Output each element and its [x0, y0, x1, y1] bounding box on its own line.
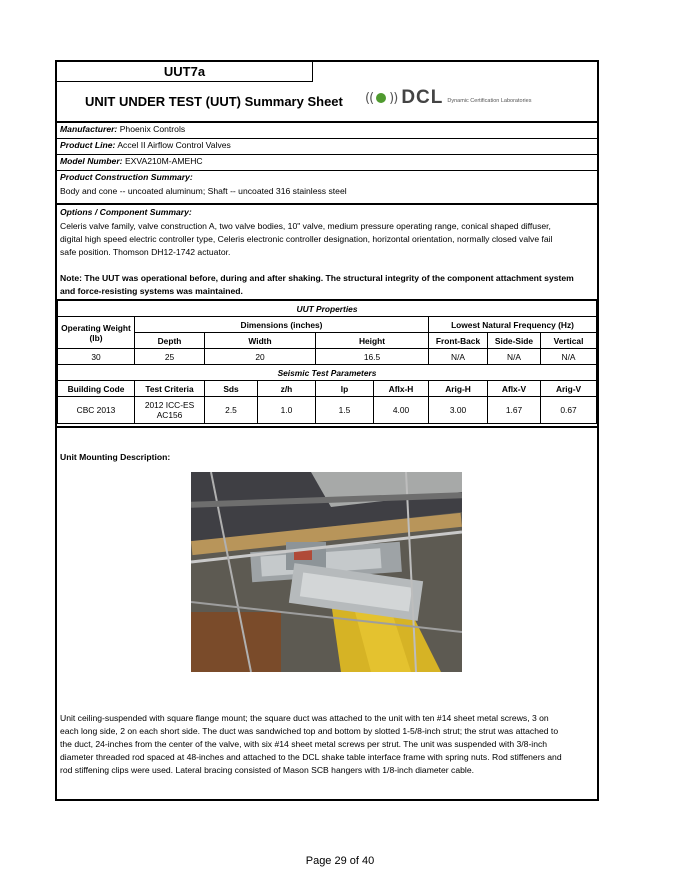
height-value: 16.5 — [316, 349, 429, 365]
options-label — [60, 207, 192, 218]
divider — [57, 426, 597, 428]
dimensions-header: Dimensions (inches) — [135, 317, 429, 333]
options-label-text: Options / Component Summary: — [60, 207, 192, 217]
building-code-value: CBC 2013 — [58, 397, 135, 424]
product-line-label: Product Line: — [60, 140, 116, 150]
front-back-header: Front-Back — [429, 333, 488, 349]
width-header: Width — [205, 333, 316, 349]
front-back-value: N/A — [429, 349, 488, 365]
mounting-line: diameter threaded rod spaced at 48-inches and attached to the DCL shake table interface frame with spring nuts. Rod stiffeners and — [60, 752, 562, 762]
operating-weight-unit: (lb) — [89, 332, 103, 343]
zh-value: 1.0 — [258, 397, 316, 424]
arig-h-value: 3.00 — [429, 397, 488, 424]
logo-name: DCL — [401, 87, 444, 108]
seismic-title: Seismic Test Parameters — [58, 365, 597, 381]
mounting-photo-illustration — [191, 472, 462, 672]
mounting-line: the duct, 24-inches from the center of the valve, with six #14 sheet metal screws per strut. The unit was suspended with 3/8-inch — [60, 739, 548, 749]
model-number-label: Model Number: — [60, 156, 123, 166]
logo-wave-right: )) — [389, 90, 398, 106]
seismic-header: Test Criteria — [135, 381, 205, 397]
side-side-value: N/A — [488, 349, 541, 365]
mounting-text — [60, 712, 596, 777]
construction-value: Body and cone -- uncoated aluminum; Shaft -- uncoated 316 stainless steel — [60, 186, 347, 196]
mounting-line: Unit ceiling-suspended with square flange mount; the square duct was attached to the unit with ten #14 sheet metal screws, 3 on — [60, 713, 549, 723]
product-line-value: Accel II Airflow Control Valves — [117, 140, 231, 150]
note-text — [60, 272, 596, 298]
test-criteria-value — [135, 397, 205, 424]
sds-value: 2.5 — [205, 397, 258, 424]
mounting-label: Unit Mounting Description: — [60, 452, 171, 462]
uut-properties-title: UUT Properties — [58, 301, 597, 317]
options-line: safe position. Thomson DH12-1742 actuator. — [60, 247, 231, 257]
ip-value: 1.5 — [316, 397, 374, 424]
divider — [57, 203, 597, 205]
model-number-value: EXVA210M-AMEHC — [124, 156, 203, 166]
divider — [57, 170, 597, 171]
dcl-logo — [365, 86, 531, 110]
uut-id: UUT7a — [57, 62, 313, 82]
seismic-header: Arig-H — [429, 381, 488, 397]
seismic-header: z/h — [258, 381, 316, 397]
logo-subtitle: Dynamic Certification Laboratories — [447, 98, 532, 104]
product-line-row — [60, 140, 231, 151]
arig-v-value: 0.67 — [541, 397, 597, 424]
frequency-header: Lowest Natural Frequency (Hz) — [429, 317, 597, 333]
operating-weight-header — [58, 317, 135, 349]
seismic-header: Building Code — [58, 381, 135, 397]
vertical-header: Vertical — [541, 333, 597, 349]
divider — [57, 154, 597, 155]
logo-wave-left: (( — [365, 90, 374, 106]
manufacturer-label: Manufacturer: — [60, 124, 118, 134]
manufacturer-row — [60, 124, 185, 135]
options-text — [60, 220, 596, 259]
options-line: Celeris valve family, valve construction A, two valve bodies, 10" valve, medium pressure operating range, conical shaped diffuser, — [60, 221, 551, 231]
note-line: and force-resisting systems was maintained. — [60, 286, 243, 296]
vertical-value: N/A — [541, 349, 597, 365]
seismic-header: Ip — [316, 381, 374, 397]
height-header: Height — [316, 333, 429, 349]
options-line: digital high speed electric controller type, Celeris electronic controller designation, horizontal orientation, normally closed valve fail — [60, 234, 553, 244]
sheet-title: UNIT UNDER TEST (UUT) Summary Sheet — [85, 94, 343, 109]
construction-label-text: Product Construction Summary: — [60, 172, 193, 182]
operating-weight-label: Operating Weight — [61, 322, 131, 333]
seismic-header: Aflx-H — [374, 381, 429, 397]
test-criteria-line: 2012 ICC-ES — [144, 400, 195, 410]
summary-sheet — [55, 60, 599, 801]
mounting-line: each long side, 2 on each short side. The duct was sandwiched top and bottom by slotted 1-5/8-inch strut; the strut was attached to — [60, 726, 559, 736]
manufacturer-value: Phoenix Controls — [119, 124, 186, 134]
weight-value: 30 — [58, 349, 135, 365]
aflx-h-value: 4.00 — [374, 397, 429, 424]
side-side-header: Side-Side — [488, 333, 541, 349]
width-value: 20 — [205, 349, 316, 365]
depth-header: Depth — [135, 333, 205, 349]
note-line: Note: The UUT was operational before, during and after shaking. The structural integrity of the component attachment system — [60, 273, 574, 283]
test-criteria-line: AC156 — [156, 410, 183, 420]
seismic-header: Aflx-V — [488, 381, 541, 397]
mounting-line: rod stiffening clips were used. Lateral bracing consisted of Mason SCB hangers with 1/8-inch diameter cable. — [60, 765, 474, 775]
divider — [57, 121, 597, 123]
logo-dot-icon — [376, 93, 386, 103]
uut-properties-table — [57, 300, 597, 424]
divider — [57, 138, 597, 139]
depth-value: 25 — [135, 349, 205, 365]
page-number: Page 29 of 40 — [305, 855, 375, 867]
model-number-row — [60, 156, 203, 167]
unit-mounting-photo — [191, 472, 462, 672]
seismic-header: Sds — [205, 381, 258, 397]
construction-label — [60, 172, 193, 183]
aflx-v-value: 1.67 — [488, 397, 541, 424]
seismic-header: Arig-V — [541, 381, 597, 397]
